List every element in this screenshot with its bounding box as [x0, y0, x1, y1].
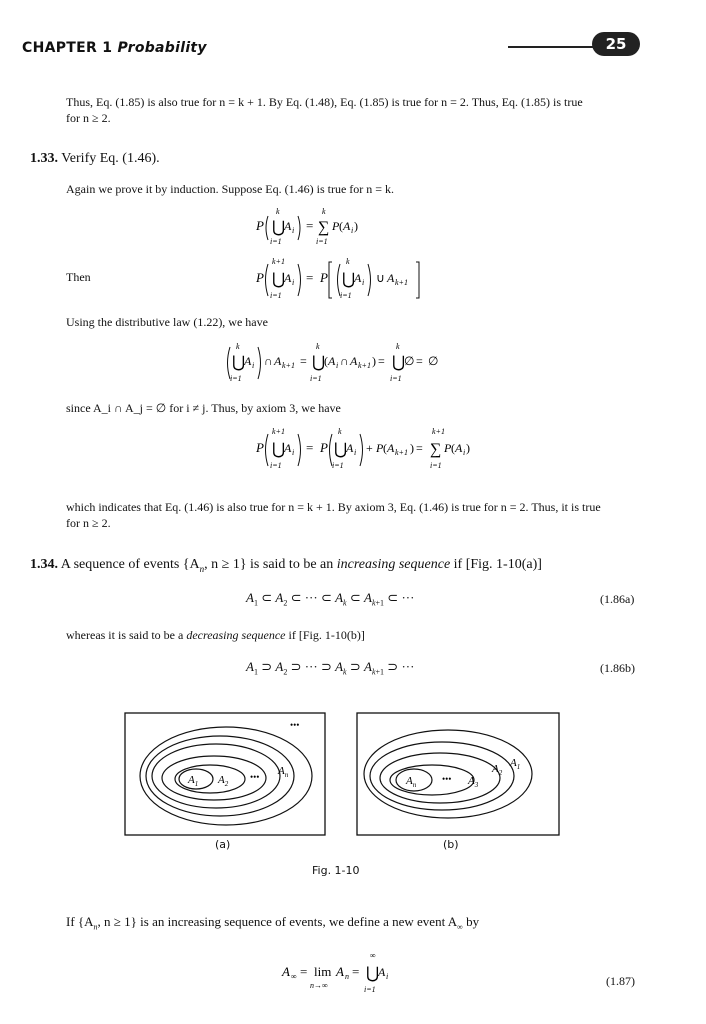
set-label-a1: $A_1$: [510, 757, 521, 771]
svg-text:A: A: [387, 271, 395, 285]
then-label: Then: [66, 270, 91, 284]
set-label-a2: $A_2$: [218, 774, 229, 788]
problem-heading: 1.34. A sequence of events {$A_n$, n ≥ 1} is said to be an increasing sequence if [Fig. 1-10(a)]: [30, 557, 542, 574]
svg-text:A: A: [378, 965, 386, 979]
svg-text:A: A: [274, 354, 282, 368]
figure-b-diagram: [356, 712, 560, 836]
set-label-a2: $A_2$: [492, 763, 503, 777]
ellipsis: •••: [442, 774, 452, 784]
svg-text:n→∞: n→∞: [310, 981, 328, 990]
svg-text:P: P: [256, 440, 264, 455]
equation-number: (1.86b): [600, 661, 635, 675]
equation-limit: [278, 948, 418, 998]
svg-text:i=1: i=1: [332, 461, 344, 470]
svg-text:=: =: [352, 964, 360, 979]
svg-text:A: A: [455, 441, 463, 455]
svg-text:A: A: [336, 964, 344, 979]
svg-text:k: k: [236, 342, 240, 351]
svg-text:k+1: k+1: [395, 448, 408, 457]
svg-text:⋃: ⋃: [232, 354, 246, 371]
equation-axiom3: [250, 422, 490, 474]
text: If {A: [66, 914, 94, 929]
svg-text:i=1: i=1: [230, 374, 242, 383]
svg-text:P: P: [320, 270, 328, 285]
paragraph-line: for n ≥ 2.: [66, 516, 111, 530]
chapter-header: [22, 40, 207, 56]
page-number: 25: [592, 32, 640, 56]
svg-text:k: k: [316, 342, 320, 351]
svg-text:i=1: i=1: [430, 461, 442, 470]
svg-text:P: P: [256, 270, 264, 285]
svg-text:i=1: i=1: [390, 374, 402, 383]
svg-text:∅: ∅: [404, 354, 415, 368]
text: if [Fig. 1-10(b)]: [288, 628, 365, 642]
svg-text:P: P: [444, 441, 452, 455]
svg-text:∪: ∪: [376, 271, 385, 285]
sample-space-box: [357, 713, 559, 835]
svg-text:+: +: [366, 441, 373, 455]
svg-text:∑: ∑: [318, 219, 330, 236]
paragraph-line: Thus, Eq. (1.85) is also true for n = k + 1. By Eq. (1.48), Eq. (1.85) is true for n = 2. Thus, Eq. (1.85) is true: [66, 95, 583, 109]
svg-text:⋃: ⋃: [272, 219, 286, 236]
equation-induction-hypothesis: [250, 200, 390, 248]
term-increasing: increasing sequence: [336, 557, 451, 572]
svg-text:A: A: [346, 441, 354, 455]
svg-text:k: k: [346, 257, 350, 266]
problem-title: Verify Eq. (1.46).: [61, 151, 160, 166]
svg-text:i: i: [292, 226, 295, 235]
svg-text:=: =: [306, 218, 314, 233]
intro-text: , n ≥ 1} is said to be an: [204, 557, 334, 572]
svg-text:): ): [372, 354, 376, 368]
paragraph-line: for n ≥ 2.: [66, 111, 111, 125]
svg-text:A: A: [387, 441, 395, 455]
svg-text:A: A: [350, 354, 358, 368]
svg-text:A: A: [284, 271, 292, 285]
set-label-a3: $A_3$: [468, 775, 479, 789]
svg-text:P: P: [320, 440, 328, 455]
svg-text:=: =: [300, 354, 307, 368]
figure-caption: Fig. 1-10: [312, 864, 360, 877]
svg-text:i=1: i=1: [364, 985, 376, 994]
figure-a-label: (a): [215, 838, 231, 851]
term-decreasing: decreasing sequence: [186, 628, 286, 642]
figure-a-diagram: [124, 712, 326, 836]
svg-text:i=1: i=1: [270, 461, 282, 470]
equation-decreasing: $A_1$ ⊃ $A_2$ ⊃ ··· ⊃ $A_k$ ⊃ $A_{k+1}$ ⊃ ···: [246, 659, 415, 677]
svg-text:i=1: i=1: [340, 291, 352, 300]
svg-text:i: i: [354, 448, 357, 457]
svg-text:⋃: ⋃: [366, 965, 380, 982]
chapter-number: CHAPTER 1: [22, 40, 113, 56]
svg-text:i: i: [463, 448, 466, 457]
equation-then: [250, 252, 440, 300]
svg-text:i: i: [336, 361, 339, 370]
equation-number: (1.87): [606, 974, 635, 988]
svg-text:∞: ∞: [370, 951, 376, 960]
svg-text:∩: ∩: [264, 354, 273, 368]
svg-text:∑: ∑: [430, 441, 442, 458]
svg-text:∩: ∩: [340, 354, 349, 368]
svg-text:i=1: i=1: [316, 237, 328, 246]
svg-text:lim: lim: [314, 964, 332, 979]
svg-text:A: A: [284, 441, 292, 455]
svg-text:⋃: ⋃: [334, 441, 348, 458]
svg-text:=: =: [300, 964, 308, 979]
svg-text:k: k: [338, 427, 342, 436]
svg-text:): ): [354, 219, 358, 233]
header-rule: [508, 46, 598, 48]
intro-text: if [Fig. 1-10(a)]: [453, 557, 542, 572]
equation-increasing: $A_1$ ⊂ $A_2$ ⊂ ··· ⊂ $A_k$ ⊂ $A_{k+1}$ ⊂ ···: [246, 590, 415, 608]
intro-text: A sequence of events {A: [60, 557, 200, 572]
svg-text:i=1: i=1: [310, 374, 322, 383]
svg-text:(: (: [451, 441, 455, 455]
svg-text:=: =: [306, 440, 314, 455]
equation-distributive: [222, 337, 472, 385]
paragraph-line: If {$A_n$, n ≥ 1} is an increasing sequence of events, we define a new event $A_\infty$ by: [66, 914, 480, 932]
problem-heading: [30, 151, 160, 167]
svg-text:⋃: ⋃: [272, 271, 286, 288]
set-label-an: $A_n$: [406, 775, 417, 789]
problem-number: 1.34.: [30, 557, 58, 572]
svg-text:k+1: k+1: [358, 361, 371, 370]
ellipsis: •••: [290, 720, 300, 730]
text: whereas it is said to be a: [66, 628, 184, 642]
text: , n ≥ 1} is an increasing sequence of events, we define a new event A: [97, 914, 458, 929]
text: by: [466, 914, 480, 929]
svg-text:=: =: [416, 354, 423, 368]
svg-text:i: i: [292, 448, 295, 457]
chapter-title: Probability: [117, 40, 207, 56]
paragraph-line: since A_i ∩ A_j = ∅ for i ≠ j. Thus, by axiom 3, we have: [66, 401, 341, 415]
svg-text:A: A: [244, 354, 252, 368]
svg-text:i: i: [292, 278, 295, 287]
paragraph-line: which indicates that Eq. (1.46) is also true for n = k + 1. By axiom 3, Eq. (1.46) is true for n = 2. Thus, it is true: [66, 500, 601, 514]
svg-text:k+1: k+1: [272, 257, 285, 266]
svg-text:P: P: [256, 218, 264, 233]
svg-text:⋃: ⋃: [272, 441, 286, 458]
svg-text:i: i: [362, 278, 365, 287]
svg-text:A: A: [282, 964, 290, 979]
svg-text:n: n: [345, 972, 349, 981]
svg-text:(: (: [339, 219, 343, 233]
svg-text:A: A: [284, 219, 292, 233]
problem-number: 1.33.: [30, 151, 58, 166]
paragraph-line: [66, 627, 365, 643]
svg-text:k+1: k+1: [395, 278, 408, 287]
figure-b-label: (b): [443, 838, 459, 851]
svg-text:k+1: k+1: [272, 427, 285, 436]
svg-text:i: i: [252, 361, 255, 370]
set-label-a1: $A_1$: [188, 774, 199, 788]
svg-text:⋃: ⋃: [312, 354, 326, 371]
svg-text:⋃: ⋃: [342, 271, 356, 288]
svg-text:k: k: [322, 207, 326, 216]
svg-text:k+1: k+1: [432, 427, 445, 436]
svg-text:P: P: [332, 219, 340, 233]
svg-text:k: k: [276, 207, 280, 216]
svg-text:A: A: [354, 271, 362, 285]
svg-text:i=1: i=1: [270, 291, 282, 300]
svg-text:A: A: [343, 219, 351, 233]
svg-text:∅: ∅: [428, 354, 439, 368]
svg-text:i: i: [386, 972, 389, 981]
sample-space-box: [125, 713, 325, 835]
paragraph-line: Again we prove it by induction. Suppose Eq. (1.46) is true for n = k.: [66, 182, 395, 196]
svg-text:=: =: [378, 354, 385, 368]
svg-text:k: k: [396, 342, 400, 351]
svg-text:(: (: [324, 354, 328, 368]
svg-text:i=1: i=1: [270, 237, 282, 246]
svg-text:P: P: [376, 441, 384, 455]
svg-text:): ): [410, 441, 414, 455]
svg-text:): ): [466, 441, 470, 455]
svg-text:k+1: k+1: [282, 361, 295, 370]
svg-text:(: (: [383, 441, 387, 455]
set-label-an: $A_n$: [278, 765, 289, 779]
svg-text:A: A: [328, 354, 336, 368]
svg-text:=: =: [416, 441, 423, 455]
paragraph-line: Using the distributive law (1.22), we have: [66, 315, 268, 329]
equation-number: (1.86a): [600, 592, 635, 606]
svg-text:⋃: ⋃: [392, 354, 406, 371]
svg-text:=: =: [306, 270, 314, 285]
svg-text:∞: ∞: [291, 972, 297, 981]
ellipsis: •••: [250, 772, 260, 782]
svg-text:i: i: [351, 226, 354, 235]
